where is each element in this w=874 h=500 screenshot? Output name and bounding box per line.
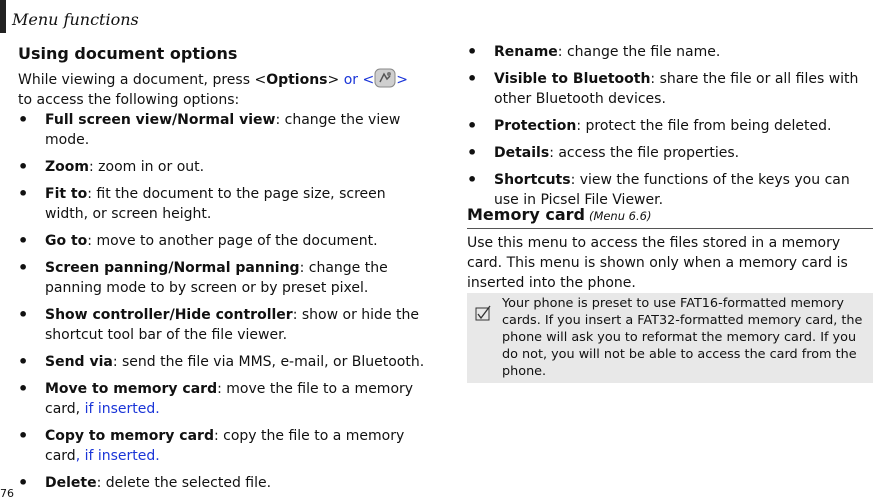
note-box: [467, 293, 873, 383]
header-bar: [0, 0, 6, 33]
list-item: • Show controller/Hide controller: show or hide the shortcut tool bar of the file viewer.: [18, 305, 426, 345]
list-item: • Protection: protect the file from being deleted.: [467, 116, 873, 136]
checkmark-note-icon: [475, 305, 491, 321]
section-heading-memory-card: [467, 205, 651, 224]
list-item: • Send via: send the file via MMS, e-mail, or Bluetooth.: [18, 352, 426, 372]
document-options-key-icon: [374, 68, 396, 88]
list-item: • Shortcuts: view the functions of the keys you can use in Picsel File Viewer.: [467, 170, 873, 210]
page-header-title: Menu functions: [12, 10, 139, 29]
section-divider: [467, 228, 873, 229]
list-item: • Go to: move to another page of the document.: [18, 231, 426, 251]
memory-card-title: Memory card: [467, 205, 585, 224]
list-item: • Move to memory card: move the file to a memory card, if inserted.: [18, 379, 426, 419]
intro-text-1: While viewing a document, press <: [18, 72, 267, 88]
list-item: • Fit to: fit the document to the page size, screen width, or screen height.: [18, 184, 426, 224]
options-key-label: Options: [266, 72, 328, 88]
list-item: • Visible to Bluetooth: share the file or all files with other Bluetooth devices.: [467, 69, 873, 109]
document-options-list: [18, 110, 426, 500]
memory-card-description: Use this menu to access the files stored in a memory card. This menu is shown only when a memory card is inserted into the phone.: [467, 235, 848, 291]
note-text: Your phone is preset to use FAT16-formatted memory cards. If you insert a FAT32-formatted memory card, the phone will ask you to reformat the memory card. If you do not, you will not be able to access the card from the phone.: [502, 296, 863, 379]
intro-text-2: >: [327, 72, 344, 88]
intro-paragraph: [18, 68, 433, 110]
list-item: • Rename: change the file name.: [467, 42, 873, 62]
list-item: • Full screen view/Normal view: change the view mode.: [18, 110, 426, 150]
document-options-list-continued: [467, 42, 873, 217]
list-item: • Delete: delete the selected file.: [18, 473, 426, 493]
intro-close-bracket: >: [396, 72, 408, 88]
intro-text-3: to access the following options:: [18, 92, 240, 108]
intro-or-text: or <: [343, 72, 375, 88]
section-heading-document-options: Using document options: [18, 44, 238, 63]
list-item: • Zoom: zoom in or out.: [18, 157, 426, 177]
list-item: • Details: access the file properties.: [467, 143, 873, 163]
menu-number: (Menu 6.6): [588, 209, 652, 223]
list-item: • Copy to memory card: copy the file to a memory card, if inserted.: [18, 426, 426, 466]
list-item: • Screen panning/Normal panning: change the panning mode to by screen or by preset pixel.: [18, 258, 426, 298]
page-number: 76: [0, 487, 14, 500]
